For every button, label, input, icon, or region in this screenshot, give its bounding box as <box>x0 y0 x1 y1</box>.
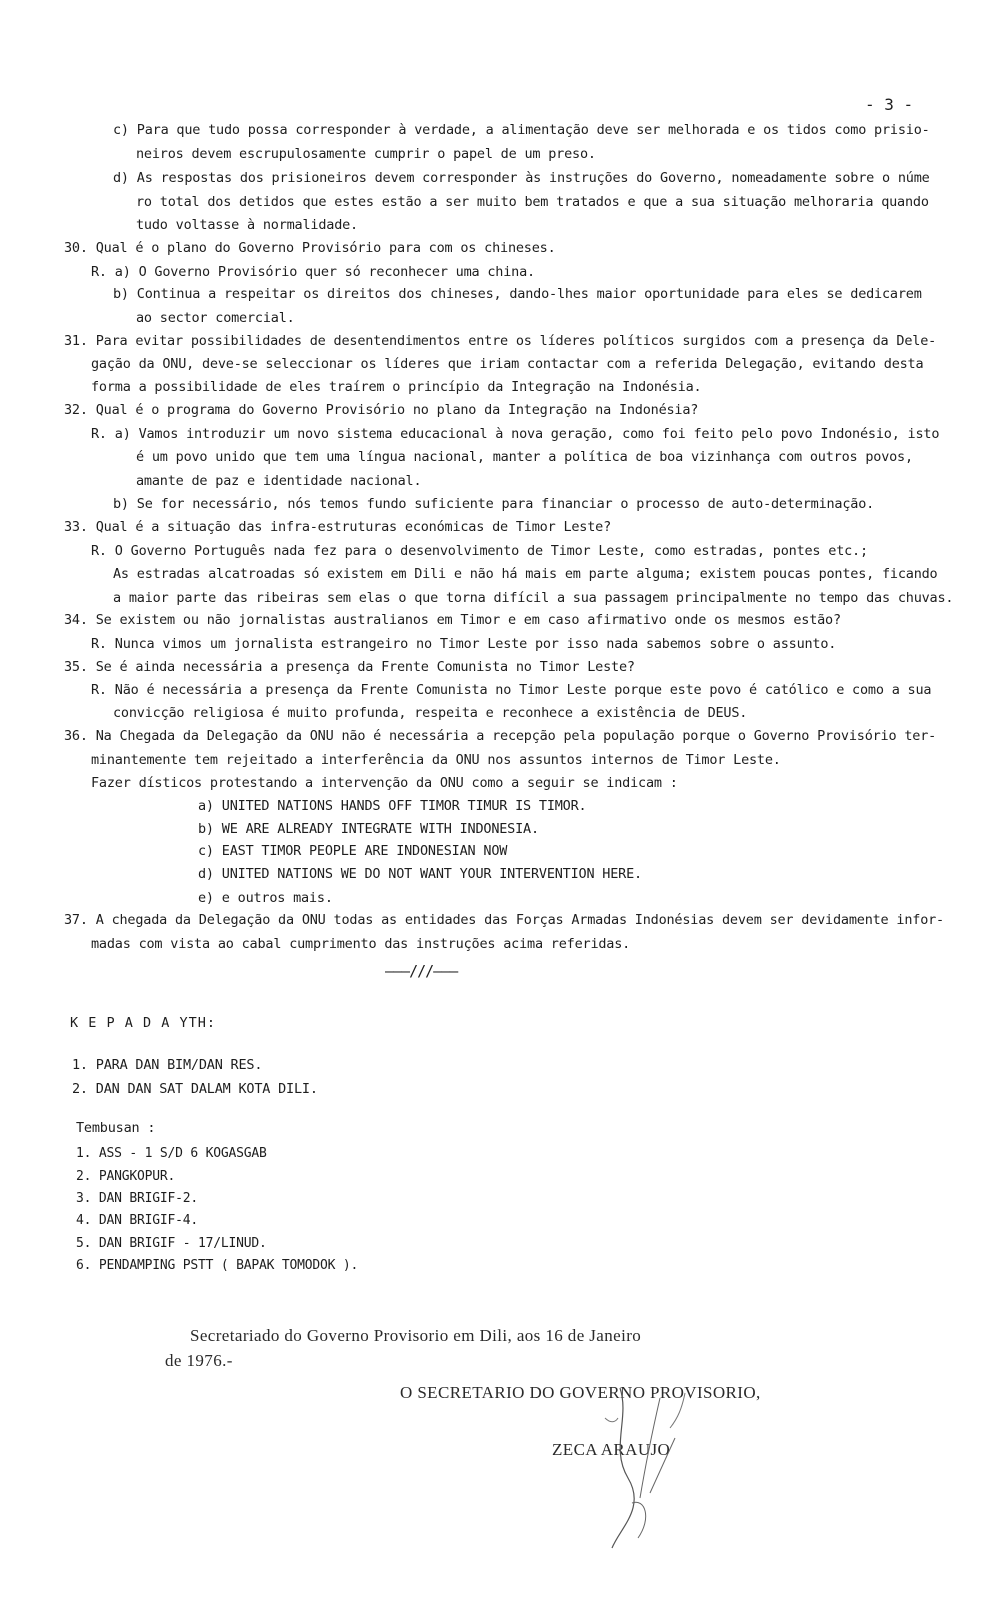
slogan-line: d) UNITED NATIONS WE DO NOT WANT YOUR INTERVENTION HERE. <box>198 866 642 882</box>
copy-item: 2. PANGKOPUR. <box>76 1169 176 1184</box>
paragraph-line: R. Nunca vimos um jornalista estrangeiro no Timor Leste por isso nada sabemos sobre o assunto. <box>91 636 837 652</box>
paragraph-line: As estradas alcatroadas só existem em Dili e não há mais em parte alguma; existem poucas pontes, ficando <box>113 566 938 582</box>
paragraph-line: R. a) O Governo Provisório quer só reconhecer uma china. <box>91 264 535 280</box>
copy-item: 3. DAN BRIGIF-2. <box>76 1191 199 1206</box>
section-separator: ———///——— <box>385 962 458 980</box>
paragraph-line: R. Não é necessária a presença da Frente Comunista no Timor Leste porque este povo é católico e como a sua <box>91 682 932 698</box>
handwritten-signature <box>590 1378 710 1558</box>
paragraph-line: R. O Governo Português nada fez para o desenvolvimento de Timor Leste, como estradas, pontes etc.; <box>91 543 868 559</box>
paragraph-line: 32. Qual é o programa do Governo Provisório no plano da Integração na Indonésia? <box>64 402 699 418</box>
recipient-item: 2. DAN DAN SAT DALAM KOTA DILI. <box>72 1081 318 1097</box>
paragraph-line: 36. Na Chegada da Delegação da ONU não é necessária a recepção pela população porque o Governo Provisório ter- <box>64 728 937 744</box>
paragraph-line: neiros devem escrupulosamente cumprir o papel de um preso. <box>136 146 596 162</box>
slogan-line: e) e outros mais. <box>198 890 333 906</box>
paragraph-line: d) As respostas dos prisioneiros devem corresponder às instruções do Governo, nomeadamente sobre o núme <box>113 170 930 186</box>
closing-year: de 1976.- <box>165 1351 233 1370</box>
signatory-name: ZECA ARAUJO <box>552 1440 671 1459</box>
paragraph-line: madas com vista ao cabal cumprimento das instruções acima referidas. <box>91 936 631 952</box>
copy-item: 1. ASS - 1 S/D 6 KOGASGAB <box>76 1146 267 1161</box>
paragraph-line: R. a) Vamos introduzir um novo sistema educacional à nova geração, como foi feito pelo povo Indonésio, isto <box>91 426 940 442</box>
paragraph-line: é um povo unido que tem uma língua nacional, manter a política de boa vizinhança com outros povos, <box>136 449 913 465</box>
closing-place-date: Secretariado do Governo Provisorio em Dili, aos 16 de Janeiro <box>190 1326 642 1345</box>
paragraph-line: 30. Qual é o plano do Governo Provisório para com os chineses. <box>64 240 556 256</box>
signatory-title: O SECRETARIO DO GOVERNO PROVISORIO, <box>400 1383 761 1402</box>
paragraph-line: Fazer dísticos protestando a intervenção da ONU como a seguir se indicam : <box>91 775 678 791</box>
paragraph-line: b) Continua a respeitar os direitos dos chineses, dando-lhes maior oportunidade para eles se dedicarem <box>113 286 922 302</box>
paragraph-line: convicção religiosa é muito profunda, respeita e reconhece a existência de DEUS. <box>113 705 748 721</box>
slogan-line: c) EAST TIMOR PEOPLE ARE INDONESIAN NOW <box>198 843 508 859</box>
paragraph-line: ao sector comercial. <box>136 310 295 326</box>
paragraph-line: minantemente tem rejeitado a interferência da ONU nos assuntos internos de Timor Leste. <box>91 752 781 768</box>
copies-heading: Tembusan : <box>76 1120 156 1136</box>
paragraph-line: 34. Se existem ou não jornalistas australianos em Timor e em caso afirmativo onde os mesmos estão? <box>64 612 841 628</box>
paragraph-line: forma a possibilidade de eles traírem o princípio da Integração na Indonésia. <box>91 379 702 395</box>
paragraph-line: ro total dos detidos que estes estão a ser muito bem tratados e que a sua situação melhoraria quando <box>136 194 929 210</box>
copy-item: 4. DAN BRIGIF-4. <box>76 1213 199 1228</box>
page-number: - 3 - <box>865 95 914 114</box>
paragraph-line: 31. Para evitar possibilidades de desentendimentos entre os líderes políticos surgidos com a presença da Dele- <box>64 333 937 349</box>
slogan-line: b) WE ARE ALREADY INTEGRATE WITH INDONESIA. <box>198 821 539 837</box>
slogan-line: a) UNITED NATIONS HANDS OFF TIMOR TIMUR IS TIMOR. <box>198 798 587 814</box>
paragraph-line: c) Para que tudo possa corresponder à verdade, a alimentação deve ser melhorada e os tidos como prisio- <box>113 122 930 138</box>
recipients-heading: K E P A D A YTH: <box>70 1015 217 1031</box>
paragraph-line: tudo voltasse à normalidade. <box>136 217 358 233</box>
paragraph-line: gação da ONU, deve-se seleccionar os líderes que iriam contactar com a referida Delegação, evitando desta <box>91 356 924 372</box>
paragraph-line: 33. Qual é a situação das infra-estruturas económicas de Timor Leste? <box>64 519 612 535</box>
paragraph-line: 37. A chegada da Delegação da ONU todas as entidades das Forças Armadas Indonésias devem ser devidamente infor- <box>64 912 944 928</box>
copy-item: 5. DAN BRIGIF - 17/LINUD. <box>76 1236 267 1251</box>
paragraph-line: a maior parte das ribeiras sem elas o que torna difícil a sua passagem principalmente no tempo das chuvas. <box>113 590 954 606</box>
recipient-item: 1. PARA DAN BIM/DAN RES. <box>72 1057 263 1073</box>
paragraph-line: b) Se for necessário, nós temos fundo suficiente para financiar o processo de auto-determinação. <box>113 496 875 512</box>
paragraph-line: amante de paz e identidade nacional. <box>136 473 422 489</box>
copy-item: 6. PENDAMPING PSTT ( BAPAK TOMODOK ). <box>76 1258 359 1273</box>
paragraph-line: 35. Se é ainda necessária a presença da Frente Comunista no Timor Leste? <box>64 659 635 675</box>
